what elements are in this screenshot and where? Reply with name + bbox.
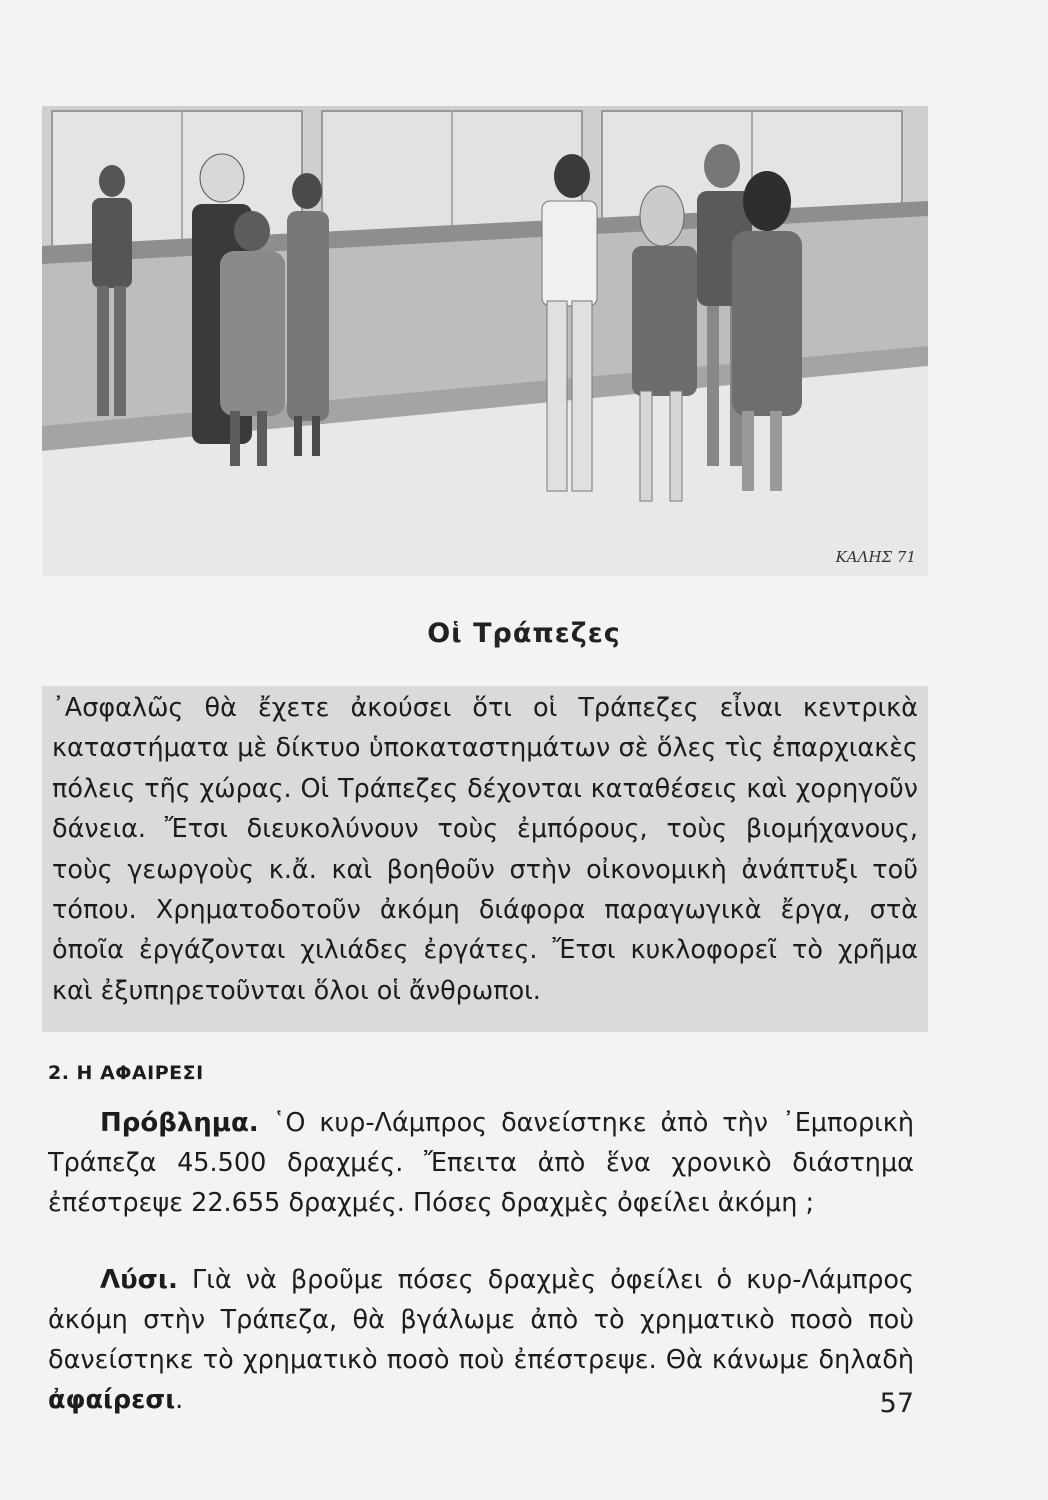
bank-scene-drawing xyxy=(42,106,928,576)
solution-paragraph xyxy=(48,1260,914,1420)
page-title: Οἱ Τράπεζες xyxy=(427,618,621,649)
bank-illustration xyxy=(42,106,928,576)
intro-paragraph: ᾿Ασφαλῶς θὰ ἔχετε ἀκούσει ὅτι οἱ Τράπεζες εἶναι κεντρικὰ καταστήματα μὲ δίκτυο ὑποκαταστημάτων σὲ ὅλες τὶς ἐπαρχιακὲς πόλεις τῆς χώρας. Οἱ Τράπεζες δέχονται καταθέσεις καὶ χορηγοῦν δάνεια. Ἔτσι διευκολύνουν τοὺς ἐμπόρους, τοὺς βιομήχανους, τοὺς γεωργοὺς κ.ἄ. καὶ βοηθοῦν στὴν οἰκονομικὴ ἀνάπτυξι τοῦ τόπου. Χρηματοδοτοῦν ἀκόμη διάφορα παραγωγικὰ ἔργα, στὰ ὁποῖα ἐργάζονται χιλιάδες ἐργάτες. Ἔτσι κυκλοφορεῖ τὸ χρῆμα καὶ ἐξυπηρετοῦνται ὅλοι οἱ ἄνθρωποι. xyxy=(52,693,918,1006)
problem-text: ῾Ο κυρ-Λάμπρος δανείστηκε ἀπὸ τὴν ᾿Εμπορικὴ Τράπεζα 45.500 δραχμές. Ἔπειτα ἀπὸ ἕνα χρονικὸ διάστημα ἐπέστρεψε 22.655 δραχμές. Πόσες δραχμὲς ὀφείλει ἀκόμη ; xyxy=(48,1108,914,1218)
problem-paragraph xyxy=(48,1103,914,1223)
section-heading: 2. Η ΑΦΑΙΡΕΣΙ xyxy=(48,1062,204,1084)
solution-text: Γιὰ νὰ βροῦμε πόσες δραχμὲς ὀφείλει ὁ κυρ-Λάμπρος ἀκόμη στὴν Τράπεζα, θὰ βγάλωμε ἀπὸ τὸ χρηματικὸ ποσὸ ποὺ δανείστηκε τὸ χρηματικὸ ποσὸ ποὺ ἐπέστρεψε. Θὰ κάνωμε δηλαδὴ xyxy=(48,1265,914,1375)
problem-label: Πρόβλημα. xyxy=(100,1108,259,1138)
solution-label: Λύσι. xyxy=(100,1265,178,1295)
solution-emphasis: ἀφαίρεσι xyxy=(48,1385,176,1415)
page-number: 57 xyxy=(879,1388,914,1419)
solution-end: . xyxy=(175,1385,184,1415)
artist-signature: ΚΑΛΗΣ 71 xyxy=(835,548,916,566)
